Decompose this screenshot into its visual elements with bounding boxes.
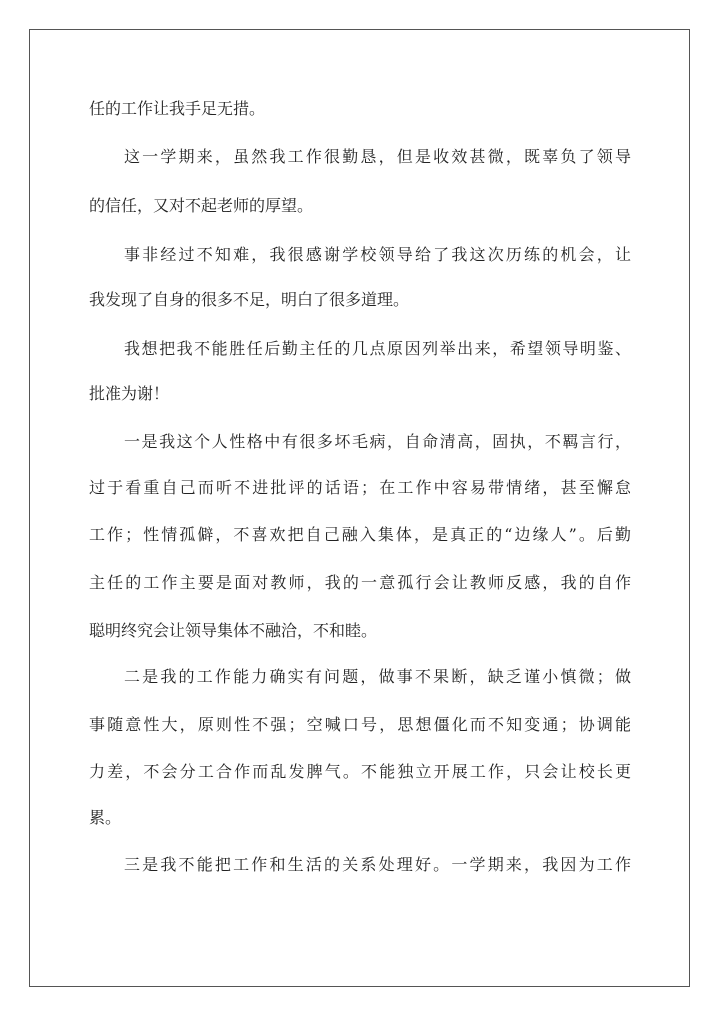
text-line: 任的工作让我手足无措。 [89, 99, 266, 118]
text-line: 力差，不会分工合作而乱发脾气。不能独立开展工作，只会让校长更 [89, 762, 631, 781]
text-line: 事随意性大，原则性不强；空喊口号，思想僵化而不知变通；协调能 [89, 715, 631, 734]
text-line: 事非经过不知难，我很感谢学校领导给了我这次历练的机会，让 [124, 245, 631, 264]
page-border [29, 29, 690, 987]
text-line: 聪明终究会让领导集体不融洽，不和睦。 [89, 621, 378, 640]
text-line: 主任的工作主要是面对教师，我的一意孤行会让教师反感，我的自作 [89, 573, 631, 592]
text-line: 的信任，又对不起老师的厚望。 [89, 196, 314, 215]
text-line: 工作；性情孤僻，不喜欢把自己融入集体，是真正的“边缘人”。后勤 [89, 525, 631, 544]
text-line: 三是我不能把工作和生活的关系处理好。一学期来，我因为工作 [124, 855, 631, 874]
text-line: 累。 [89, 808, 122, 827]
text-line: 过于看重自己而听不进批评的话语；在工作中容易带情绪，甚至懈怠 [89, 478, 631, 497]
text-line: 二是我的工作能力确实有问题，做事不果断，缺乏谨小慎微；做 [124, 667, 631, 686]
text-line: 一是我这个人性格中有很多坏毛病，自命清高，固执，不羁言行， [124, 432, 631, 451]
text-line: 我发现了自身的很多不足，明白了很多道理。 [89, 290, 410, 309]
text-line: 我想把我不能胜任后勤主任的几点原因列举出来，希望领导明鉴、 [124, 339, 631, 358]
text-line: 批准为谢！ [89, 384, 170, 403]
text-line: 这一学期来，虽然我工作很勤恳，但是收效甚微，既辜负了领导 [124, 147, 631, 166]
